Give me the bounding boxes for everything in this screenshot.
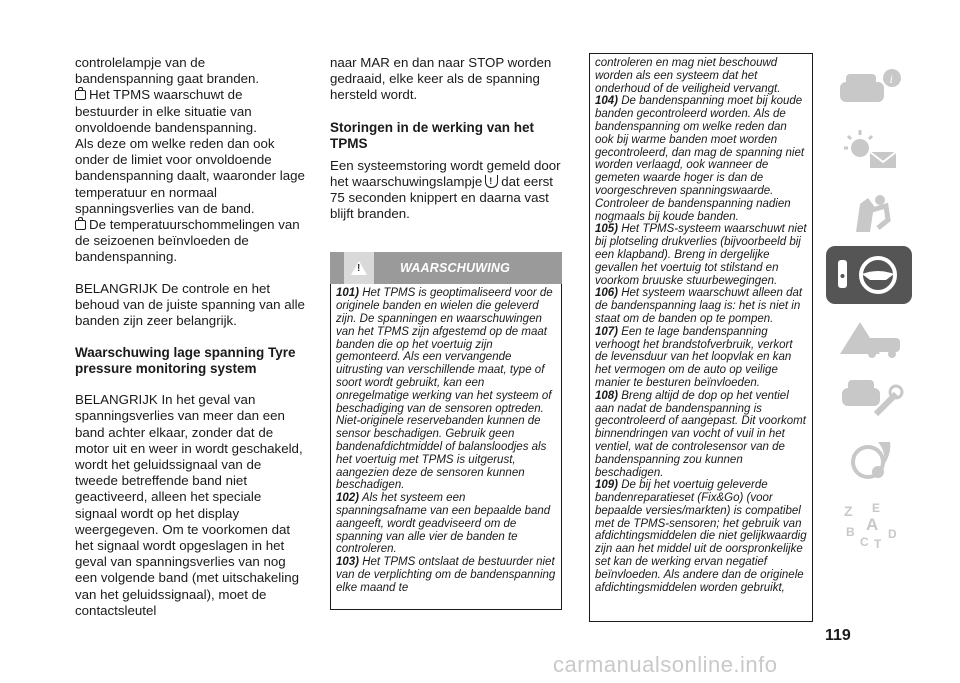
paragraph: BELANGRIJK In het geval van spanningsverlies van meer dan een band achter elkaar, zonder dat de motor uit en weer in wordt geschakeld, wordt het geluidssignaal van de tweede betreffende band niet geactiveerd, alleen het speciale signaal wordt op het display weergegeven. Om te voorkomen dat het signaal wordt opgeslagen in het geval van spanningsverlies van nog een volgende band (met uitschakeling van het geluidssignaal), moet de contactsleutel: [75, 392, 303, 618]
column-left: [75, 55, 307, 619]
warning-title: WAARSCHUWING: [400, 261, 511, 276]
warning-item: 103) Het TPMS ontslaat de bestuurder niet van de verplichting om de bandenspanning elke maand te: [336, 556, 556, 594]
warning-header: [330, 252, 562, 284]
warning-item: 109) De bij het voertuig geleverde bandenreparatieset (Fix&Go) (voor bepaalde versies/markten) is compatibel met de TPMS-sensoren; het gebruik van afdichtingsmiddelen die niet gelijkwaardig zijn aan het middel uit de oorspronkelijke set kan de werking ervan negatief beïnvloeden. Als andere dan de originele afdichtingsmiddelen worden gebruikt,: [595, 479, 807, 594]
svg-text:A: A: [866, 515, 879, 534]
manual-note-icon: [75, 90, 86, 100]
svg-text:i: i: [889, 72, 893, 86]
warning-item: 108) Breng altijd de dop op het ventiel aan nadat de bandenspanning is gecontroleerd of aangepast. Dit voorkomt binnendringen van vocht of vuil in het ventiel, wat de controlesensor van de bandenspanning zou kunnen beschadigen.: [595, 389, 806, 479]
paragraph: De temperatuurschommelingen van de seizoenen beïnvloeden de bandenspanning.: [75, 217, 300, 265]
svg-text:T: T: [874, 537, 882, 551]
warning-box: [330, 284, 562, 610]
index-icon[interactable]: [826, 494, 912, 552]
page-number: 119: [825, 627, 851, 644]
svg-text:B: B: [846, 525, 855, 539]
svg-text:E: E: [872, 501, 881, 515]
car-info-icon[interactable]: [826, 60, 912, 118]
warning-lights-icon[interactable]: [826, 122, 912, 180]
maintenance-icon[interactable]: [826, 370, 912, 428]
column-right: [589, 55, 813, 622]
breakdown-icon[interactable]: [826, 308, 912, 366]
steering-key-icon[interactable]: [826, 246, 912, 304]
manual-note-icon: [75, 220, 86, 230]
multimedia-icon[interactable]: [826, 432, 912, 490]
column-middle: [330, 55, 562, 610]
paragraph: Het TPMS waarschuwt de bestuurder in elke situatie van onvoldoende bandenspanning.: [75, 87, 257, 135]
warning-box-continued: [589, 53, 813, 622]
svg-text:C: C: [860, 535, 869, 549]
tpms-warning-icon: [485, 175, 498, 188]
warning-item: 104) De bandenspanning moet bij koude banden gecontroleerd worden. Als de bandenspanning om welke reden dan ook bij warme banden moet worden gecontroleerd, dan mag de spanning niet worden verlaagd, ook wanneer de gemeten waarde hoger is dan de voorgeschreven spanningswaarde. Controleer de bandenspanning nadien nogmaals bij koude banden.: [595, 95, 805, 223]
warning-item: 102) Als het systeem een spanningsafname van een bepaalde band aangeeft, wordt geadviseerd om de spanning van alle vier de banden te controleren.: [336, 492, 551, 556]
paragraph: Als deze om welke reden dan ook onder de limiet voor onvoldoende bandenspanning daalt, waaronder lage temperatuur en normaal spanningsverlies van de band.: [75, 136, 305, 216]
svg-text:D: D: [888, 527, 897, 541]
paragraph: BELANGRIJK De controle en het behoud van de juiste spanning van alle banden zijn zeer belangrijk.: [75, 280, 305, 329]
section-heading: Storingen in de werking van het TPMS: [330, 119, 535, 151]
warning-item: 101) Het TPMS is geoptimaliseerd voor de originele banden en wielen die geleverd zijn. De spanningen en waarschuwingen van het TPMS zijn afgestemd op de maat banden die op het voertuig zijn gemonteerd. Als een vervangende uitrusting van verschillende maat, type of soort wordt gebruikt, kan een onregelmatige werking van het systeem of beschadiging van de sensoren optreden. Niet-originele reservebanden kunnen de sensor beschadigen. Gebruik geen bandenafdichtmiddel of balansloodjes als het voertuig met TPMS is uitgerust, aangezien deze de sensoren kunnen beschadigen.: [336, 287, 553, 492]
airbag-seat-icon[interactable]: [826, 184, 912, 242]
paragraph: Een systeemstoring wordt gemeld door het waarschuwingslampje! dat eerst 75 seconden knippert en daarna vast blijft branden.: [330, 158, 562, 223]
warning-item: 106) Het systeem waarschuwt alleen dat de bandenspanning laag is: het is niet in staat om de banden op te pompen.: [595, 287, 803, 325]
paragraph: naar MAR en dan naar STOP worden gedraaid, elke keer als de spanning hersteld wordt.: [330, 55, 552, 103]
paragraph: controlelampje van de bandenspanning gaat branden.: [75, 55, 260, 87]
warning-item: 105) Het TPMS-systeem waarschuwt niet bij plotseling drukverlies (bijvoorbeeld bij een klapband). Breng in dergelijke gevallen het voertuig tot stilstand en voorkom bruuske stuurbewegingen.: [595, 223, 807, 287]
warning-triangle-icon: [344, 252, 374, 284]
section-heading: Waarschuwing lage spanning Tyre pressure monitoring system: [75, 345, 296, 377]
watermark: carmanualsonline.info: [553, 652, 778, 677]
warning-item: 107) Een te lage bandenspanning verhoogt het brandstofverbruik, verkort de levensduur van het loopvlak en kan het vermogen om de auto op veilige manier te besturen beïnvloeden.: [595, 325, 793, 389]
warning-item: controleren en mag niet beschouwd worden als een systeem dat het onderhoud of de veiligheid vervangt.: [595, 57, 781, 95]
svg-text:Z: Z: [844, 503, 853, 519]
